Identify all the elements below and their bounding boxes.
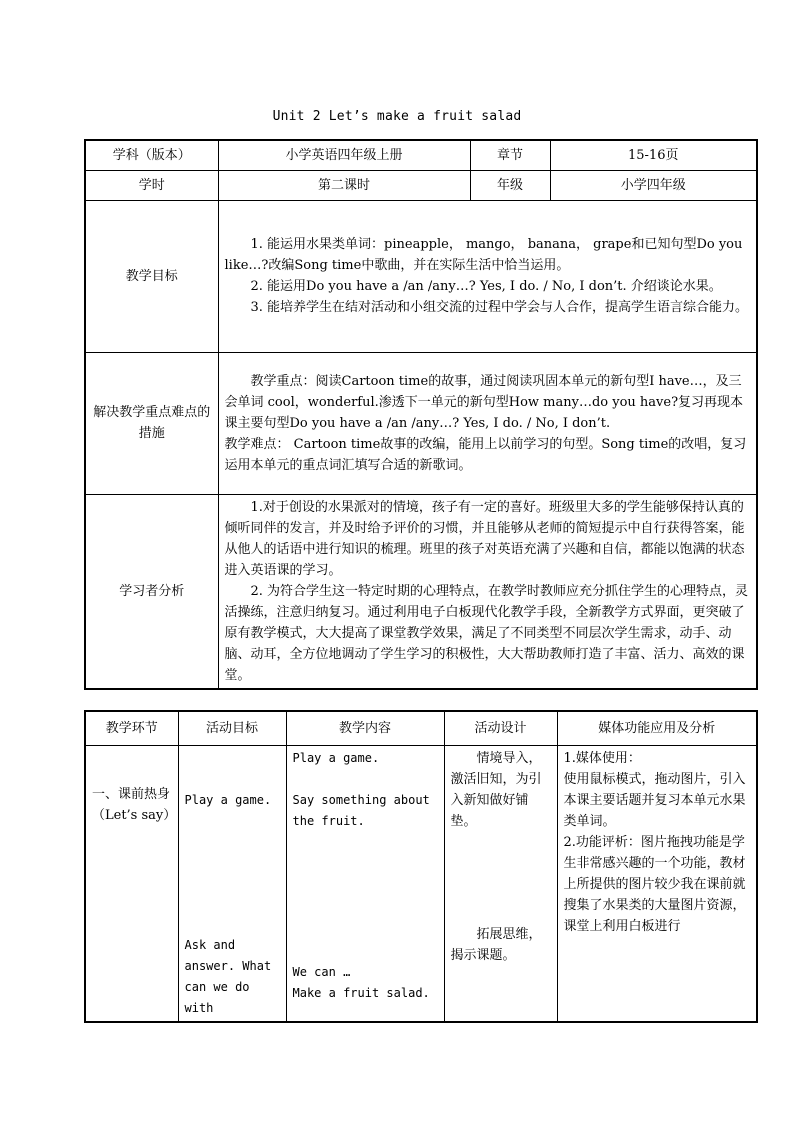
header-media: 媒体功能应用及分析 <box>557 711 757 745</box>
design-cell <box>444 745 557 1022</box>
design-text: 拓展思维，揭示课题。 <box>450 926 542 963</box>
period-value: 第二课时 <box>218 170 470 200</box>
goal-text: Ask and answer. What can we do with <box>184 937 272 1015</box>
content-text: Make a fruit salad. <box>292 985 430 1000</box>
header-content: 教学内容 <box>286 711 444 745</box>
chapter-value: 15-16页 <box>550 140 757 170</box>
media-text: 使用鼠标模式，拖动图片，引入本课主要话题并复习本单元水果类单词。 <box>563 771 746 829</box>
subject-label: 学科（版本） <box>85 140 218 170</box>
difficult-points: 教学难点： Cartoon time故事的改编，能用上以前学习的句型。Song time的改唱，复习运用本单元的重点词汇填写合适的新歌词。 <box>224 436 747 473</box>
learner-analysis-item: 1.对于创设的水果派对的情境，孩子有一定的喜好。班级里大多的学生能够保持认真的倾听同伴的发言，并及时给予评价的习惯，并且能够从老师的简短提示中自行获得答案，能从他人的话语中进行知识的梳理。班里的孩子对英语充满了兴趣和自信，都能以饱满的状态进入英语课的学习。 <box>224 499 745 578</box>
subject-value: 小学英语四年级上册 <box>218 140 470 170</box>
learner-analysis-item: 2. 为符合学生这一特定时期的心理特点，在教学时教师应充分抓住学生的心理特点，灵活操练，注意归纳复习。通过利用电子白板现代化教学手段，全新教学方式界面，更突破了原有教学模式，大大提高了课堂教学效果，满足了不同类型不同层次学生需求，动手、动脑、动耳，全方位地调动了学生学习的积极性，大大帮助教师打造了丰富、活力、高效的课堂。 <box>224 583 749 683</box>
goal-item: 1. 能运用水果类单词：pineapple， mango， banana， grape和已知句型Do you like…?改编Song time中歌曲，并在实际生活中恰当运用。 <box>224 237 743 273</box>
content-text: Play a game. <box>292 750 380 765</box>
content-text: We can … <box>292 964 351 979</box>
media-text: 2.功能评析：图片拖拽功能是学生非常感兴趣的一个功能，教材上所提供的图片较少我在课前就搜集了水果类的大量图片资源，课堂上利用白板进行 <box>563 834 746 934</box>
media-text: 1.媒体使用： <box>563 750 641 766</box>
measures-content <box>218 352 757 494</box>
key-points: 教学重点：阅读Cartoon time的故事，通过阅读巩固本单元的新句型I have…，及三会单词 cool，wonderful.渗透下一单元的新句型How many…do you have?复习再现本课主要句型Do you have a /an /any…? Yes, I do. / No, I don’t. <box>224 373 744 431</box>
goal-item: 2. 能运用Do you have a /an /any…? Yes, I do. / No, I don’t. 介绍谈论水果。 <box>250 279 722 294</box>
goals-label: 教学目标 <box>85 200 218 352</box>
grade-label: 年级 <box>470 170 550 200</box>
process-table <box>84 710 758 1023</box>
media-cell <box>557 745 757 1022</box>
learners-content <box>218 494 757 689</box>
stage-cell <box>85 745 178 1022</box>
measures-label: 解决教学重点难点的措施 <box>85 352 218 494</box>
header-goal: 活动目标 <box>178 711 286 745</box>
goal-cell <box>178 745 286 1022</box>
header-stage: 教学环节 <box>85 711 178 745</box>
design-text: 情境导入，激活旧知，为引入新知做好铺垫。 <box>450 750 542 829</box>
chapter-label: 章节 <box>470 140 550 170</box>
learners-label: 学习者分析 <box>85 494 218 689</box>
stage-text: 一、课前热身（Let’s say） <box>92 786 177 823</box>
goals-content <box>218 200 757 352</box>
content-cell <box>286 745 444 1022</box>
header-design: 活动设计 <box>444 711 557 745</box>
period-label: 学时 <box>85 170 218 200</box>
goal-text: Play a game. <box>184 792 272 807</box>
info-table <box>84 139 758 690</box>
grade-value: 小学四年级 <box>550 170 757 200</box>
content-text: Say something about the fruit. <box>292 792 430 828</box>
goal-item: 3. 能培养学生在结对活动和小组交流的过程中学会与人合作，提高学生语言综合能力。 <box>250 300 749 315</box>
document-title: Unit 2 Let’s make a fruit salad <box>272 109 522 124</box>
